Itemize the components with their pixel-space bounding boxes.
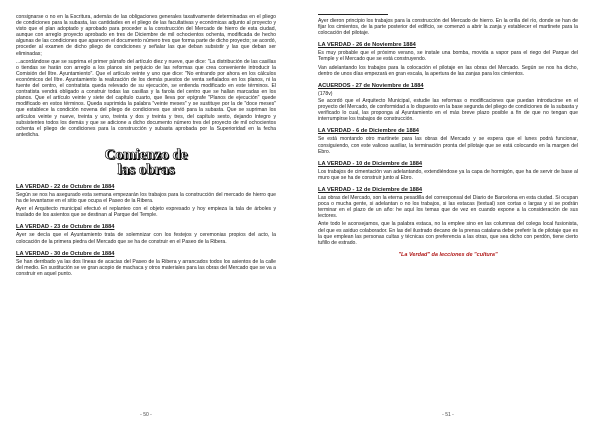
right-page <box>318 14 578 418</box>
article-heading: LA VERDAD - 12 de Diciembre de 1884 <box>318 186 423 193</box>
article-paragraph: Según se nos ha asegurado esta semana empezarán los trabajos para la construcción del mercado de hierro que ha de levantarse en el sitio que ocupa el Paseo de la Ribera. <box>16 191 276 205</box>
red-caption: "La Verdad" da lecciones de "cultura" <box>398 251 498 258</box>
title-line-2: las obras <box>117 161 175 178</box>
article-paragraph: Ayer el Arquitecto municipal efectuó el replanteo con el objeto expresado y hoy empieza la tala de árboles y traslado de los asientos que se destinan al Parque del Temple. <box>16 206 276 219</box>
left-page <box>16 14 276 418</box>
article-paragraph: Se acordó que el Arquitecto Municipal, estudie las reformas o modificaciones que puedan introducirse en el proyecto del Mercado, de conformidad a lo dispuesto en la base segunda del pliego de condiciones de la subasta y verificado lo cual, las proponga al Ayuntamiento en el más breve plazo posible a fin de que no tengan que interrumpirse los trabajos de construcción. <box>318 97 578 123</box>
article-paragraph: Los trabajos de cimentación van adelantando, extendiéndose ya la capa de hormigón, que ha de servir de base al muro que se ha de construir junto al Ebro. <box>318 168 578 181</box>
article-paragraph: Ayer se decía que el Ayuntamiento trata de solemnizar con los festejos y ceremonias propios del acto, la colocación de la primera piedra del Mercado que se ha de construir en el Paseo de la Ribera. <box>16 232 276 245</box>
article-paragraph: Se han derribado ya las dos líneas de acacias del Paseo de la Ribera y arrancados todos los asientos de la calle del medio. En sustitución se ve gran acopio de machaca y otros materiales para las obras del Mercado que se va a construir en aquel punto. <box>16 258 276 277</box>
page-number: - 51 - <box>442 411 454 418</box>
top-divider <box>318 14 388 15</box>
article-heading: ACUERDOS - 27 de Noviembre de 1884 <box>318 82 424 89</box>
intro-paragraph-2: ...acordándose que se suprima el primer párrafo del artículo diez y nueve, que dice: "La distribución de las casillas o tiendas se harán con arreglo a los planos sin perjuicio de las reformas que crea conveniente introducir la Comisión del Iltre. Ayuntamiento". Que el artículo veinte y uno que dice: "No entrando por ahora en los cálculos económicos del Iltre. Ayuntamiento la realización de los demás puestos de venta señalados en los planos, ni la fuente del centro, el contratista queda relevado de su ejecución, se entienda modificado en este términos. El contratista vendrá obligado a construir todas las casillas y la farola del centro que se hallan marcadas en los planos. Que el artículo veinte y siete del capítulo cuarto, que lleva por epígrafe "Planos de ejecución" quede modificado en estos términos. Queda suprimida la palabra "veinte meses" y se sustituye por la de "doce meses" que establece la condición novena del pliego de condiciones que sirvió para la subasta. Que se supriman los artículos veinte y nueve, treinta y uno, treinta y dos y treinta y tres, del capítulo sexto, dejando íntegro y subsistentes todos los demás y que se adicione a dicho documento número tres del proyecto de mil ochocientos ochenta el pliego de condiciones para la construcción y subasta aprobada por la Superioridad en la fecha antedicha. <box>16 58 276 138</box>
article-heading: LA VERDAD - 10 de Diciembre de 1884 <box>318 160 423 167</box>
intro-paragraph: Ayer dieron principio los trabajos para la construcción del Mercado de hierro. En la orilla del río, donde se han de fijar los cimientos, de la parte posterior del edificio, se comenzó a abrir la zanja y establecer el martinete para la colocación del pilotaje. <box>318 18 578 37</box>
title-line-1: Comienzo de <box>104 146 188 163</box>
article-paragraph: Van adelantando los trabajos para la colocación el pilotaje en las obras del Mercado. Según se nos ha dicho, dentro de unos días empezará en gran escala, la apertura de las zanjas para los cimientos. <box>318 64 578 77</box>
article-heading: LA VERDAD - 26 de Noviembre 1884 <box>318 42 416 49</box>
article-paragraph: Es muy probable que el próximo verano, se instale una bomba, movida a vapor para el riego del Parque del Temple y el Mercado que se está construyendo. <box>318 50 578 63</box>
intro-paragraph-1: consignarse o no en la Escritura, además de las obligaciones generales taxativamente determinadas en el pliego de condiciones para la subasta, las cantidades en el pliego de las facultativas y económicas adjunto al proyecto y visto que el plan adoptado y aprobado para proceder a la construcción del Mercado de hierro de esta ciudad, aunque con arreglo proyecto aprobado en tres de Diciembre de mil ochocientos ochenta, modificada de hecho algunas de las condiciones que aparecen el documento número tres que forma parte de dicho proyecto; se acordó, proceder al examen de dicho pliego de condiciones y señalar las que deban subsistir y las que deban ser eliminadas; <box>16 14 276 57</box>
article-paragraph: Se está montando otro martinete para las obras del Mercado y se espera que el lunes podrá funcionar, consiguiendo, con este valioso auxiliar, la terminación pronta del pilotaje que se está colocando en la margen del Ebro. <box>318 136 578 155</box>
page-number: - 50 - <box>140 411 152 418</box>
article-paragraph: Las obras del Mercado, son la eterna pesadilla del corresponsal del Diario de Barcelona en esta ciudad. Si ocupan poca o mucha gente, si adelantan o no los trabajos, si las estacas (textual) son cortas o largas y si se podrán terminar en el plazo de un año: he aquí los temas que de vez en cuando expone a la consideración de sus lectores. <box>318 195 578 220</box>
section-title <box>16 148 276 178</box>
article-heading: LA VERDAD - 30 de Octubre de 1884 <box>16 250 115 257</box>
article-heading: LA VERDAD - 6 de Diciembre de 1884 <box>318 128 419 135</box>
article-heading: LA VERDAD - 22 de Octubre de 1884 <box>16 183 115 190</box>
article-paragraph: Ante todo le aconsejamos, que la palabra estaca, no la emplee sino en las columnas del colega local fusionista, del que es asiduo colaborador. En las del ilustrado decano de la prensa catalana debe preferir la de pilotaje que es la que emplean las personas cultas y técnicas con preferencia a las otras, que sea dicho con perdón, tiene cierto tufillo de estrado. <box>318 221 578 246</box>
article-subheading: (178v) <box>318 90 333 97</box>
article-heading: LA VERDAD - 23 de Octubre de 1884 <box>16 224 115 231</box>
